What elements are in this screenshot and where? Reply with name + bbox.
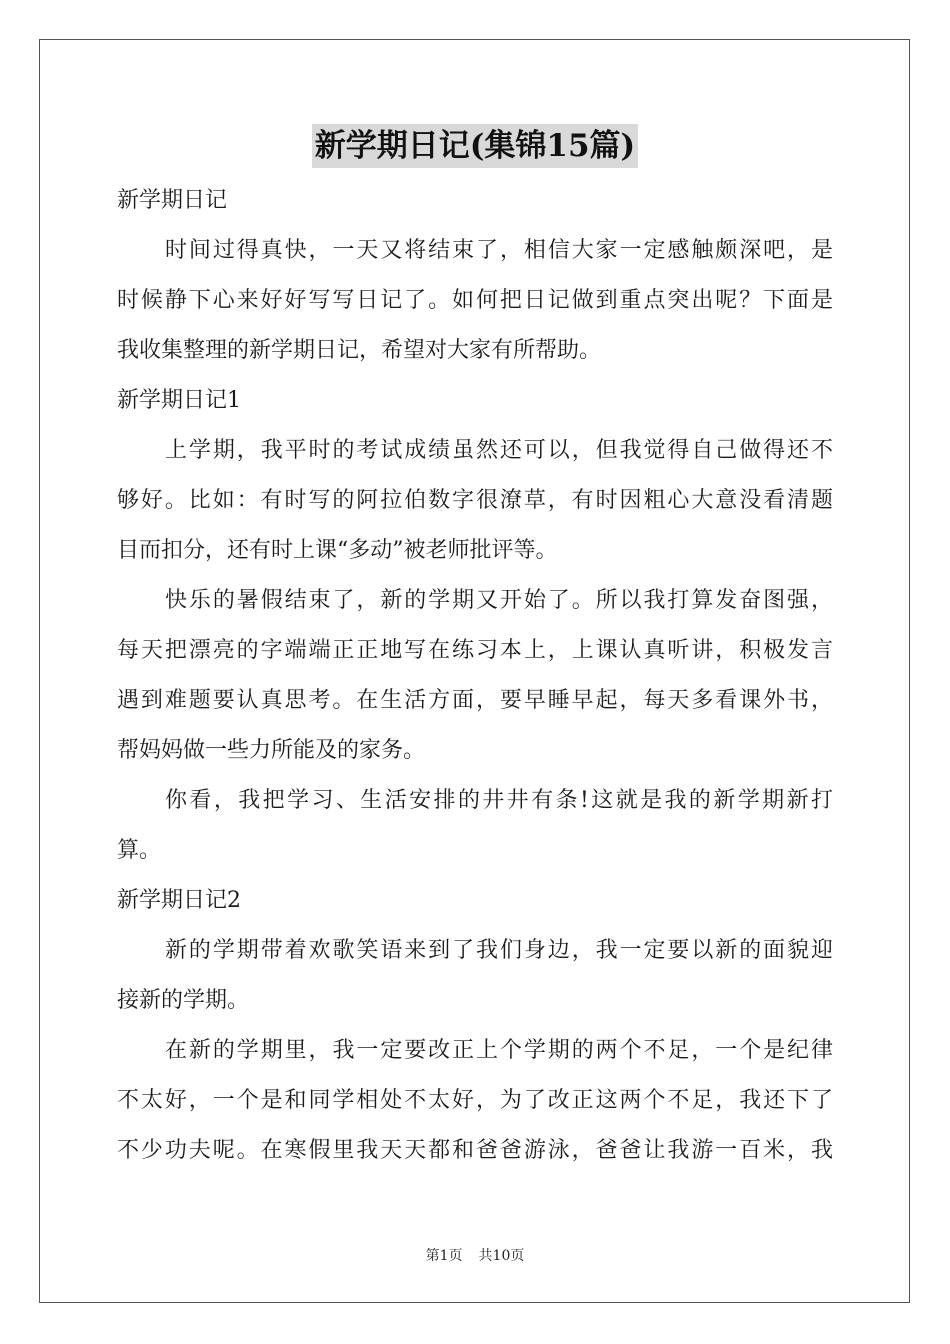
text-line: 算。 (117, 838, 162, 863)
text-line: 新的学期带着欢歌笑语来到了我们身边，我一定要以新的面貌迎 (165, 938, 833, 963)
text-line: 你看，我把学习、生活安排的井井有条!这就是我的新学期新打 (165, 788, 833, 813)
text-line: 接新的学期。 (117, 988, 250, 1013)
page-footer (0, 1246, 950, 1266)
text-line: 时间过得真快，一天又将结束了，相信大家一定感触颇深吧，是 (165, 238, 833, 263)
title-container (0, 124, 950, 168)
text-line: 时候静下心来好好写写日记了。如何把日记做到重点突出呢？下面是 (117, 288, 833, 313)
text-line: 在新的学期里，我一定要改正上个学期的两个不足，一个是纪律 (165, 1038, 833, 1063)
document-body (117, 176, 833, 1176)
text-line: 目而扣分，还有时上课“多动”被老师批评等。 (117, 538, 558, 563)
page-total: 共10页 (478, 1248, 525, 1264)
page-number: 第1页 (425, 1248, 463, 1264)
text-line: 不少功夫呢。在寒假里我天天都和爸爸游泳，爸爸让我游一百米，我 (117, 1138, 833, 1163)
text-line: 上学期，我平时的考试成绩虽然还可以，但我觉得自己做得还不 (165, 438, 833, 463)
text-line: 新学期日记2 (117, 888, 241, 913)
text-line: 新学期日记1 (117, 388, 241, 413)
document-title: 新学期日记(集锦15篇) (312, 124, 638, 168)
text-line: 每天把漂亮的字端端正正地写在练习本上，上课认真听讲，积极发言 (117, 638, 833, 663)
text-line: 帮妈妈做一些力所能及的家务。 (117, 738, 426, 763)
text-line: 不太好，一个是和同学相处不太好，为了改正这两个不足，我还下了 (117, 1088, 833, 1113)
text-line: 遇到难题要认真思考。在生活方面，要早睡早起，每天多看课外书， (117, 688, 833, 713)
text-line: 快乐的暑假结束了，新的学期又开始了。所以我打算发奋图强， (165, 588, 833, 613)
text-line: 新学期日记 (117, 188, 228, 213)
text-line: 够好。比如：有时写的阿拉伯数字很潦草，有时因粗心大意没看清题 (117, 488, 833, 513)
text-line: 我收集整理的新学期日记，希望对大家有所帮助。 (117, 338, 602, 363)
